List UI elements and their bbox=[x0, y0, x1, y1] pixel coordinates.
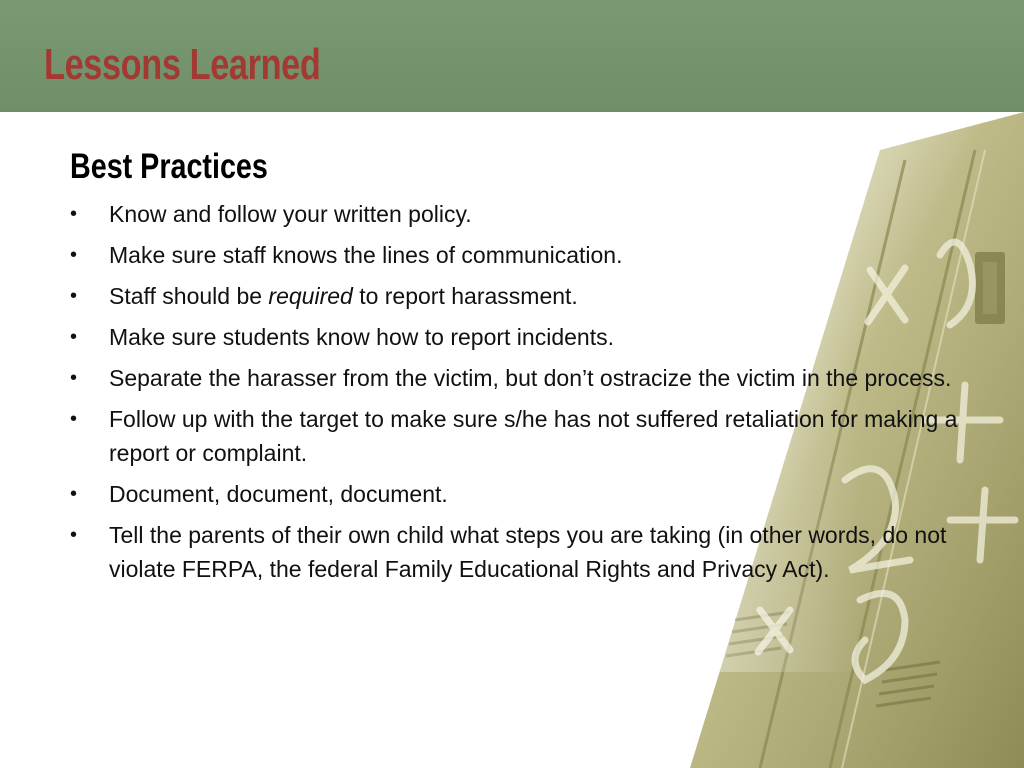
bullet-dot: • bbox=[70, 483, 78, 505]
bullet-item bbox=[70, 518, 960, 586]
bullet-dot: • bbox=[70, 408, 78, 430]
bullet-dot: • bbox=[70, 367, 78, 389]
bullet-text: Tell the parents of their own child what steps you are taking (in other words, do not violate FERPA, the federal Family Educational Rights and Privacy Act). bbox=[109, 522, 947, 582]
section-heading: Best Practices bbox=[70, 147, 268, 186]
bullet-item bbox=[70, 402, 960, 470]
bullet-text-post: to report harassment. bbox=[352, 283, 578, 309]
bullet-item bbox=[70, 197, 960, 231]
bullet-item bbox=[70, 477, 960, 511]
bullet-text: Know and follow your written policy. bbox=[109, 201, 472, 227]
bullet-text: Separate the harasser from the victim, but don’t ostracize the victim in the process. bbox=[109, 365, 952, 391]
slide-title: Lessons Learned bbox=[44, 40, 321, 89]
bullet-text: Document, document, document. bbox=[109, 481, 448, 507]
bullet-dot: • bbox=[70, 326, 78, 348]
slide-body bbox=[70, 146, 960, 593]
bullet-text: Make sure staff knows the lines of communication. bbox=[109, 242, 623, 268]
bullet-dot: • bbox=[70, 203, 78, 225]
bullet-text-emphasis: required bbox=[268, 283, 353, 309]
bullet-item bbox=[70, 279, 960, 313]
bullet-dot: • bbox=[70, 524, 78, 546]
bullet-dot: • bbox=[70, 244, 78, 266]
bullet-item bbox=[70, 361, 960, 395]
bullet-item bbox=[70, 238, 960, 272]
bullet-dot: • bbox=[70, 285, 78, 307]
bullet-text: Make sure students know how to report incidents. bbox=[109, 324, 614, 350]
bullet-item bbox=[70, 320, 960, 354]
bullet-text-pre: Staff should be bbox=[109, 283, 269, 309]
bullet-text: Follow up with the target to make sure s/he has not suffered retaliation for making a report or complaint. bbox=[109, 406, 958, 466]
bullet-list bbox=[70, 197, 960, 586]
